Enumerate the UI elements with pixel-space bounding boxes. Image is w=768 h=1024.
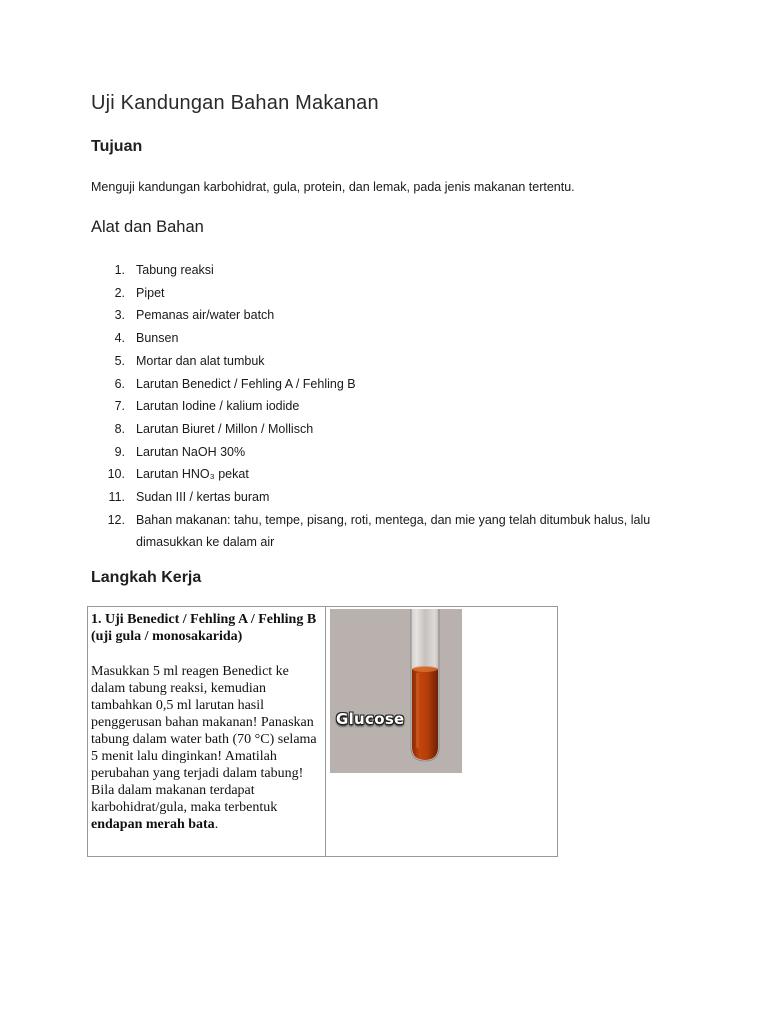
tujuan-text: Menguji kandungan karbohidrat, gula, protein, dan lemak, pada jenis makanan tertentu. <box>91 180 575 194</box>
list-item-text: Mortar dan alat tumbuk <box>136 353 265 368</box>
list-item-number: 3. <box>114 308 125 323</box>
list-item-text: Pemanas air/water batch <box>136 308 275 323</box>
list-item <box>91 282 691 305</box>
list-item-number: 6. <box>114 376 125 391</box>
step-heading: 1. Uji Benedict / Fehling A / Fehling B (uji gula / monosakarida) <box>91 612 317 644</box>
list-item <box>91 259 691 282</box>
list-item <box>91 327 691 350</box>
step-table <box>87 606 558 857</box>
list-item <box>91 418 691 441</box>
step-body-bold: endapan merah bata <box>91 817 215 832</box>
step-image-cell <box>326 607 557 856</box>
list-item-number: 7. <box>114 399 125 414</box>
alat-bahan-list <box>91 259 691 554</box>
image-label-glucose: Glucose <box>336 710 405 728</box>
step-body-text: Masukkan 5 ml reagen Benedict ke dalam tabung reaksi, kemudian tambahkan 0,5 ml larutan hasil penggerusan bahan makanan! Panaskan tabung dalam water bath (70 °C) selama 5 menit lalu dinginkan! Amatilah perubahan yang terjadi dalam tabung! Bila dalam makanan terdapat karbohidrat/gula, maka terbentuk <box>91 664 317 815</box>
list-item-text: Bunsen <box>136 331 179 346</box>
list-item-number: 2. <box>114 285 125 300</box>
list-item-number: 5. <box>114 353 125 368</box>
list-item-text: Larutan Benedict / Fehling A / Fehling B <box>136 376 356 391</box>
document-title: Uji Kandungan Bahan Makanan <box>91 92 379 114</box>
list-item-text: Larutan HNO₃ pekat <box>136 467 249 482</box>
list-item <box>91 509 691 554</box>
list-item-number: 9. <box>114 444 125 459</box>
heading-tujuan: Tujuan <box>91 138 143 155</box>
test-tube-illustration <box>330 609 462 773</box>
heading-alat-dan-bahan: Alat dan Bahan <box>91 218 204 236</box>
list-item <box>91 486 691 509</box>
step-body-end: . <box>214 817 219 832</box>
list-item-number: 11. <box>108 490 125 505</box>
list-item-text: Tabung reaksi <box>136 263 214 277</box>
list-item-text: Larutan Biuret / Millon / Mollisch <box>136 421 314 436</box>
list-item-text: Bahan makanan: tahu, tempe, pisang, roti, mentega, dan mie yang telah ditumbuk halus, lalu dimasukkan ke dalam air <box>136 512 651 550</box>
list-item <box>91 463 691 486</box>
list-item <box>91 350 691 373</box>
step-body <box>91 663 321 833</box>
heading-langkah-kerja: Langkah Kerja <box>91 569 202 586</box>
list-item-text: Sudan III / kertas buram <box>136 490 270 505</box>
list-item-number: 10. <box>107 467 125 482</box>
list-item <box>91 304 691 327</box>
step-text-cell <box>88 607 326 856</box>
list-item <box>91 395 691 418</box>
list-item <box>91 373 691 396</box>
list-item <box>91 441 691 464</box>
list-item-text: Larutan NaOH 30% <box>136 444 246 459</box>
list-item-text: Larutan Iodine / kalium iodide <box>136 399 300 414</box>
list-item-text: Pipet <box>136 285 165 300</box>
glucose-test-tube-image <box>330 609 462 773</box>
list-item-number: 12. <box>107 512 125 527</box>
list-item-number: 1. <box>114 263 125 277</box>
list-item-number: 4. <box>114 331 125 346</box>
list-item-number: 8. <box>114 421 125 436</box>
